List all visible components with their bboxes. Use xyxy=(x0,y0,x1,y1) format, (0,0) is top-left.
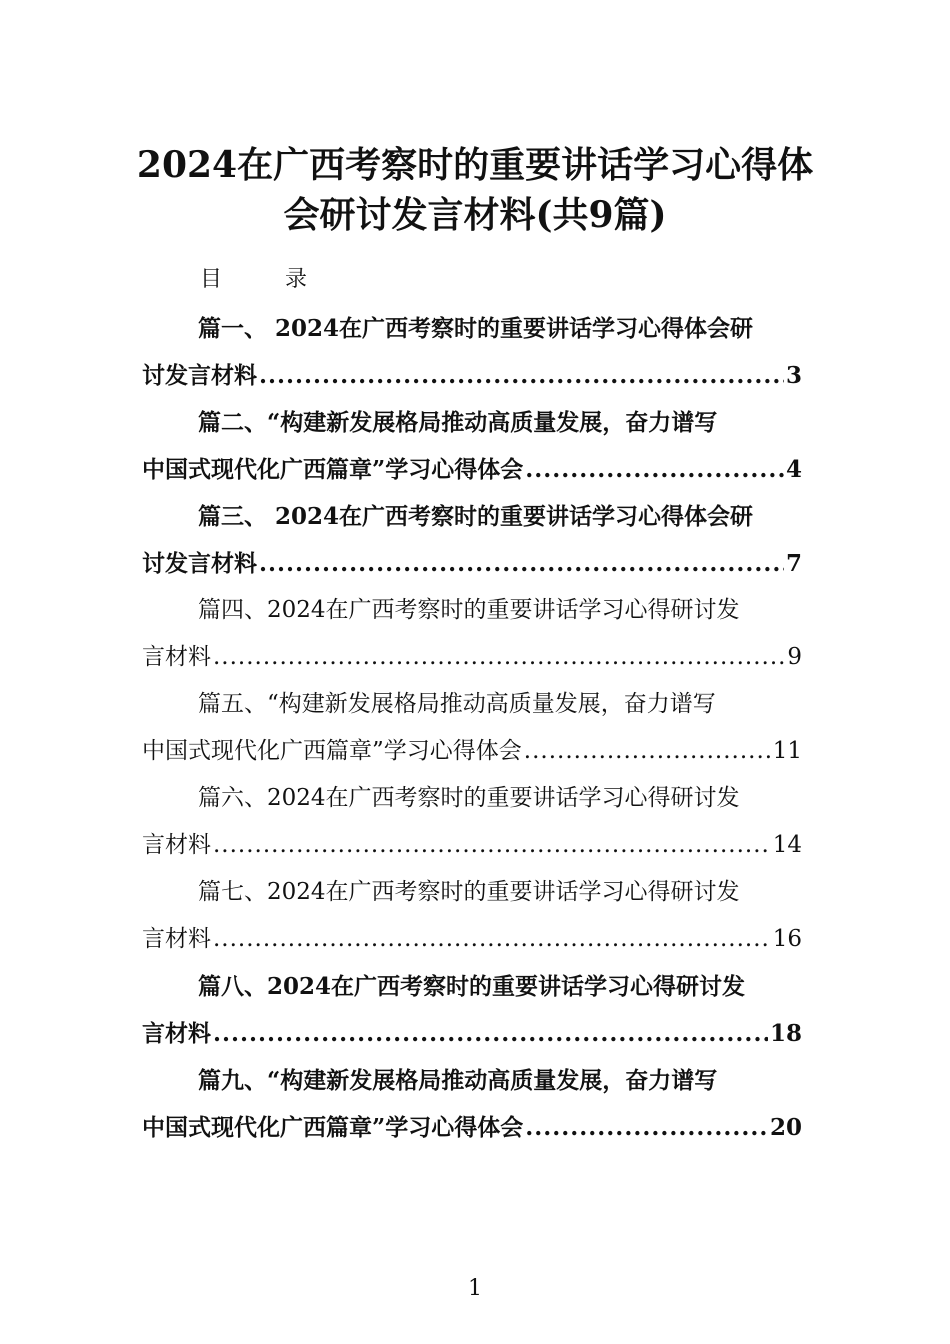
toc-entry[interactable] xyxy=(142,305,802,399)
toc-page-number: 18 xyxy=(769,1020,802,1047)
toc-entry[interactable] xyxy=(142,399,802,493)
title-line-1: 2024在广西考察时的重要讲话学习心得体 xyxy=(136,144,814,186)
dot-leader xyxy=(259,540,784,587)
toc-entry-title-cont: 中国式现代化广西篇章”学习心得体会 xyxy=(142,456,524,483)
title-line-2: 会研讨发言材料(共9篇) xyxy=(283,194,667,236)
dot-leader xyxy=(525,446,784,493)
toc-entry-title: 篇三、 2024在广西考察时的重要讲话学习心得体会研 xyxy=(198,503,754,530)
dot-leader xyxy=(213,634,785,681)
toc-page-number: 9 xyxy=(787,644,802,670)
toc-page-number: 3 xyxy=(785,362,802,389)
toc-entry[interactable] xyxy=(142,775,802,869)
toc-entry-title: 篇五、“构建新发展格局推动高质量发展，奋力谱写 xyxy=(198,691,716,717)
toc-entry[interactable] xyxy=(142,963,802,1057)
toc-entry-title-cont: 讨发言材料 xyxy=(142,550,257,577)
dot-leader xyxy=(259,352,784,399)
toc-entry[interactable] xyxy=(142,587,802,681)
toc-entry[interactable] xyxy=(142,493,802,587)
toc-entry-title: 篇四、2024在广西考察时的重要讲话学习心得研讨发 xyxy=(198,597,740,623)
toc-entry-title: 篇八、2024在广西考察时的重要讲话学习心得研讨发 xyxy=(198,973,746,1000)
toc-entry-title: 篇六、2024在广西考察时的重要讲话学习心得研讨发 xyxy=(198,785,740,811)
toc-entry-title-cont: 言材料 xyxy=(142,832,211,858)
toc-page-number: 4 xyxy=(785,456,802,483)
toc-entry-title-cont: 中国式现代化广西篇章”学习心得体会 xyxy=(142,1114,524,1141)
toc-entry[interactable] xyxy=(142,1057,802,1151)
dot-leader xyxy=(524,728,771,775)
toc-page-number: 7 xyxy=(785,550,802,577)
toc-entry-title-cont: 言材料 xyxy=(142,644,211,670)
dot-leader xyxy=(213,916,771,963)
document-title xyxy=(110,140,840,240)
dot-leader xyxy=(213,1010,768,1057)
toc-entry-title-cont: 中国式现代化广西篇章”学习心得体会 xyxy=(142,738,522,764)
toc-entry-title-cont: 讨发言材料 xyxy=(142,362,257,389)
toc-entry-title: 篇七、2024在广西考察时的重要讲话学习心得研讨发 xyxy=(198,879,740,905)
toc-entry[interactable] xyxy=(142,681,802,775)
toc-page-number: 14 xyxy=(772,832,802,858)
toc-entry-title: 篇九、“构建新发展格局推动高质量发展，奋力谱写 xyxy=(198,1067,718,1094)
toc-page-number: 11 xyxy=(772,738,802,764)
toc-entry-title-cont: 言材料 xyxy=(142,926,211,952)
toc-heading: 目 录 xyxy=(200,267,335,292)
table-of-contents xyxy=(142,305,802,1151)
toc-entry[interactable] xyxy=(142,869,802,963)
dot-leader xyxy=(213,822,771,869)
toc-entry-title: 篇一、 2024在广西考察时的重要讲话学习心得体会研 xyxy=(198,315,754,342)
toc-page-number: 16 xyxy=(772,926,802,952)
toc-entry-title: 篇二、“构建新发展格局推动高质量发展，奋力谱写 xyxy=(198,409,718,436)
dot-leader xyxy=(525,1104,768,1151)
toc-entry-title-cont: 言材料 xyxy=(142,1020,211,1047)
toc-page-number: 20 xyxy=(769,1114,802,1141)
page-number: 1 xyxy=(468,1276,482,1301)
